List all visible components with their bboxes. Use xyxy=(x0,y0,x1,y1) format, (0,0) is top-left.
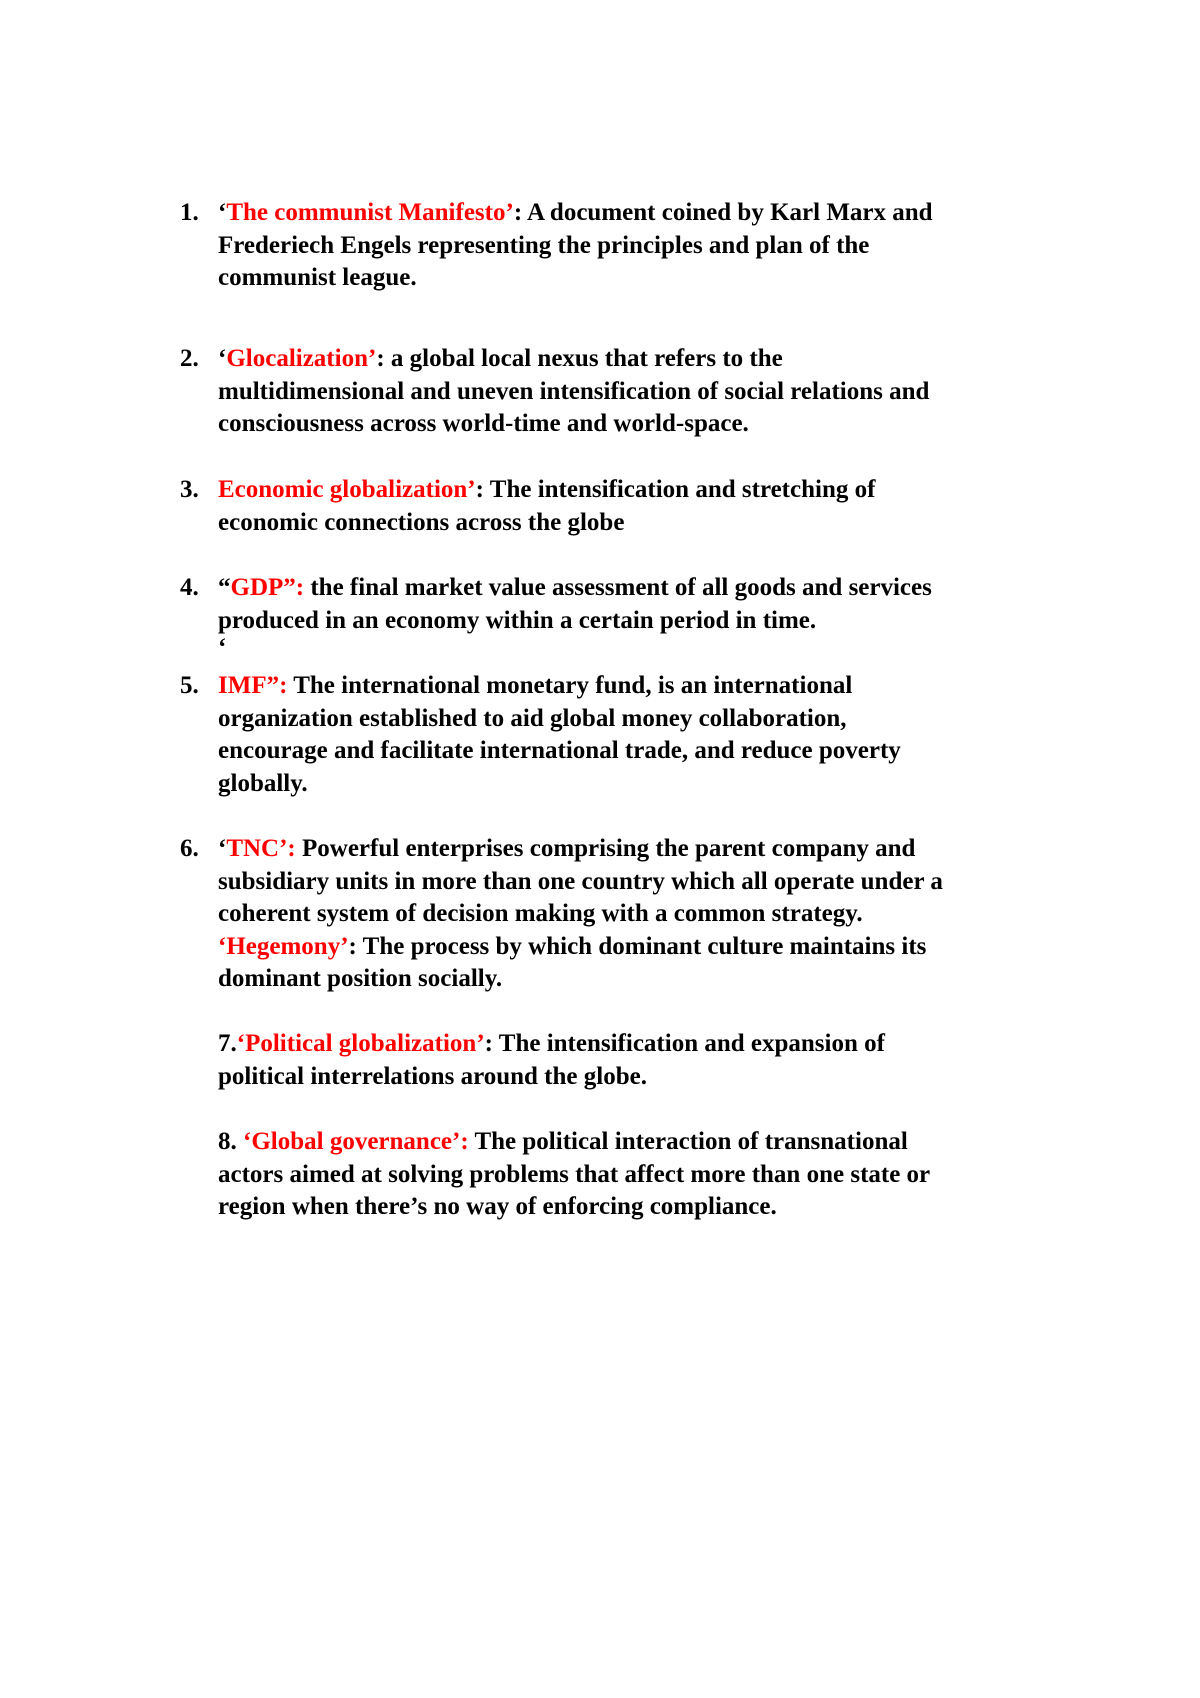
definition-line: consciousness across world-time and world-space. xyxy=(218,410,749,437)
definition-text: : The intensification and expansion of xyxy=(484,1030,885,1057)
term-label-hegemony: ‘Hegemony’ xyxy=(218,932,349,960)
item-number: 4. xyxy=(180,574,199,601)
item-line xyxy=(218,474,1048,507)
term-label: Political globalization’ xyxy=(245,1030,485,1057)
term-label: Economic globalization’ xyxy=(218,476,476,503)
item-number: 8. xyxy=(218,1128,237,1155)
definition-text: : A document coined by Karl Marx and xyxy=(513,199,933,226)
term-label: Glocalization’ xyxy=(226,345,377,372)
item-body xyxy=(218,670,1048,800)
item-line xyxy=(218,931,1048,964)
term-label: The communist Manifesto’ xyxy=(226,199,514,226)
item-body xyxy=(218,197,1048,295)
item-line xyxy=(218,670,1048,703)
definition-line: coherent system of decision making with a common strategy. xyxy=(218,900,863,927)
term-label: ‘Global governance’: xyxy=(243,1128,469,1155)
term-open-quote: ‘ xyxy=(218,835,227,862)
item-line xyxy=(218,197,1048,230)
item-line xyxy=(218,572,1048,605)
stray-quote-mark: ‘ xyxy=(218,634,227,661)
definition-line: encourage and facilitate international trade, and reduce poverty xyxy=(218,737,901,764)
definition-text: : The process by which dominant culture maintains its xyxy=(348,932,927,960)
definition-line: region when there’s no way of enforcing compliance. xyxy=(218,1193,777,1220)
item-number: 2. xyxy=(180,345,199,372)
term-open-quote: ‘ xyxy=(236,1030,246,1057)
definition-line: dominant position socially. xyxy=(218,965,503,992)
definition-text: Powerful enterprises comprising the parent company and xyxy=(295,835,916,862)
item-body xyxy=(218,833,1048,996)
definition-line: subsidiary units in more than one country which all operate under a xyxy=(218,867,943,895)
item-line xyxy=(218,1028,1048,1061)
definition-line: multidimensional and uneven intensification of social relations and xyxy=(218,377,930,405)
item-line xyxy=(218,343,1048,376)
definition-line: Frederiech Engels representing the principles and plan of the xyxy=(218,231,870,259)
term-open-quote: ‘ xyxy=(218,345,227,372)
term-label: GDP”: xyxy=(230,574,305,601)
item-body xyxy=(218,1028,1048,1093)
item-number: 1. xyxy=(180,199,199,226)
definition-line: globally. xyxy=(218,769,308,797)
item-number: 5. xyxy=(180,672,199,699)
item-line xyxy=(218,1126,1048,1159)
term-open-quote: “ xyxy=(218,574,231,601)
item-body xyxy=(218,474,1048,539)
definition-line: organization established to aid global money collaboration, xyxy=(218,704,847,732)
definition-text: : The intensification and stretching of xyxy=(475,476,876,503)
item-body xyxy=(218,1126,1048,1224)
definition-text: The political interaction of transnational xyxy=(468,1128,908,1155)
term-open-quote: ‘ xyxy=(218,199,227,226)
item-body xyxy=(218,343,1048,441)
definition-line: economic connections across the globe xyxy=(218,508,625,536)
definition-text: The international monetary fund, is an international xyxy=(287,672,853,699)
item-number: 3. xyxy=(180,476,199,503)
definition-line: produced in an economy within a certain period in time. xyxy=(218,606,817,634)
item-body xyxy=(218,572,1048,659)
definition-line: communist league. xyxy=(218,264,417,291)
definition-line: actors aimed at solving problems that affect more than one state or xyxy=(218,1160,931,1188)
term-label: TNC’: xyxy=(226,835,296,862)
definition-text: : a global local nexus that refers to the xyxy=(376,345,783,372)
term-label: IMF”: xyxy=(218,672,288,699)
item-number: 6. xyxy=(180,835,199,862)
item-line xyxy=(218,833,1048,866)
definition-line: political interrelations around the globe. xyxy=(218,1062,647,1090)
definition-text: the final market value assessment of all goods and services xyxy=(304,574,932,601)
item-number: 7. xyxy=(218,1030,237,1057)
